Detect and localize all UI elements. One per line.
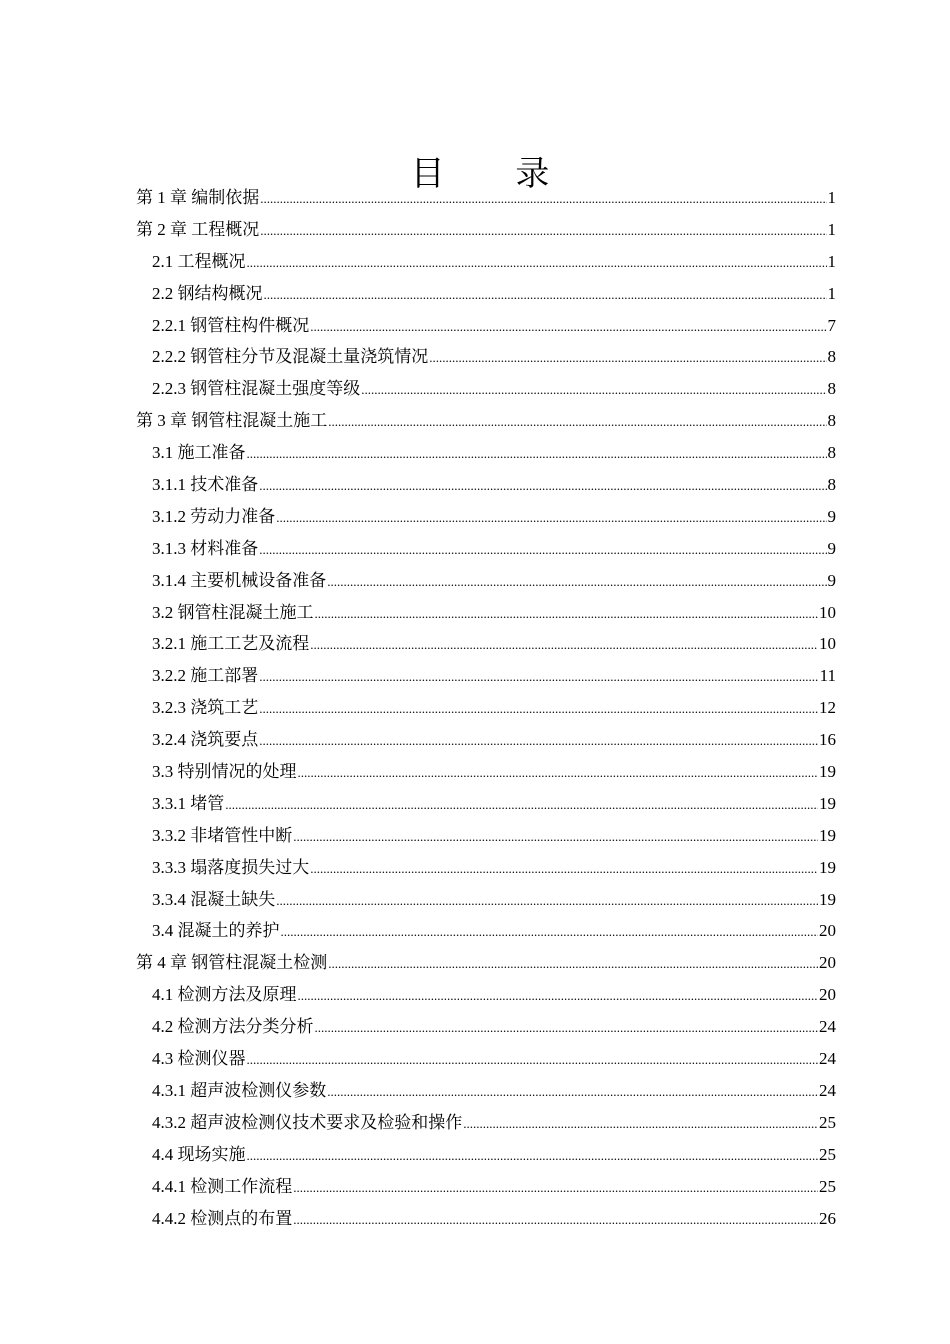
toc-leader-dots bbox=[276, 502, 826, 533]
toc-entry-page-number: 25 bbox=[819, 1176, 836, 1196]
toc-entry[interactable] bbox=[136, 405, 836, 437]
toc-leader-dots bbox=[259, 725, 818, 756]
toc-leader-dots bbox=[327, 566, 826, 597]
toc-entry-page-number: 1 bbox=[827, 251, 836, 271]
toc-entry-label: 4.2 检测方法分类分析 bbox=[152, 1017, 314, 1037]
toc-entry[interactable] bbox=[136, 852, 836, 884]
toc-entry[interactable] bbox=[136, 1011, 836, 1043]
toc-entry-label: 3.3.2 非堵管性中断 bbox=[152, 825, 293, 845]
toc-entry-page-number: 20 bbox=[819, 921, 836, 941]
toc-entry-page-number: 1 bbox=[827, 219, 836, 239]
toc-leader-dots bbox=[293, 1172, 818, 1203]
toc-leader-dots bbox=[247, 1140, 819, 1171]
toc-entry-page-number: 10 bbox=[819, 602, 836, 622]
toc-entry[interactable] bbox=[136, 278, 836, 310]
toc-entry-label: 3.2.3 浇筑工艺 bbox=[152, 698, 259, 718]
toc-entry[interactable] bbox=[136, 214, 836, 246]
toc-entry-page-number: 8 bbox=[827, 379, 836, 399]
toc-leader-dots bbox=[247, 247, 827, 278]
toc-entry[interactable] bbox=[136, 979, 836, 1011]
toc-entry[interactable] bbox=[136, 246, 836, 278]
toc-entry[interactable] bbox=[136, 947, 836, 979]
toc-leader-dots bbox=[315, 598, 819, 629]
toc-entry-label: 3.4 混凝土的养护 bbox=[152, 921, 280, 941]
toc-entry-label: 4.4.1 检测工作流程 bbox=[152, 1176, 293, 1196]
toc-leader-dots bbox=[310, 853, 818, 884]
toc-leader-dots bbox=[298, 980, 819, 1011]
toc-entry[interactable] bbox=[136, 1171, 836, 1203]
toc-entry-label: 2.2.3 钢管柱混凝土强度等级 bbox=[152, 379, 361, 399]
toc-leader-dots bbox=[310, 311, 826, 342]
toc-leader-dots bbox=[463, 1108, 818, 1139]
toc-entry-label: 第 1 章 编制依据 bbox=[136, 188, 260, 207]
toc-leader-dots bbox=[293, 1204, 818, 1235]
toc-entry-page-number: 26 bbox=[819, 1208, 836, 1228]
toc-entry-label: 2.1 工程概况 bbox=[152, 251, 246, 271]
toc-entry-label: 3.2 钢管柱混凝土施工 bbox=[152, 602, 314, 622]
toc-entry-page-number: 9 bbox=[827, 570, 836, 590]
toc-leader-dots bbox=[264, 279, 827, 310]
toc-entry-label: 3.1.4 主要机械设备准备 bbox=[152, 570, 327, 590]
toc-entry-label: 第 3 章 钢管柱混凝土施工 bbox=[136, 411, 328, 431]
toc-leader-dots bbox=[298, 757, 819, 788]
toc-entry-page-number: 19 bbox=[819, 825, 836, 845]
toc-entry-label: 3.1 施工准备 bbox=[152, 443, 246, 463]
toc-entry[interactable] bbox=[136, 915, 836, 947]
toc-entry[interactable] bbox=[136, 469, 836, 501]
toc-leader-dots bbox=[281, 916, 819, 947]
toc-leader-dots bbox=[259, 470, 826, 501]
toc-entry[interactable] bbox=[136, 373, 836, 405]
toc-leader-dots bbox=[247, 1044, 819, 1075]
toc-leader-dots bbox=[259, 661, 818, 692]
toc-entry-label: 3.3.1 堵管 bbox=[152, 793, 225, 813]
toc-entry[interactable] bbox=[136, 884, 836, 916]
toc-leader-dots bbox=[293, 821, 818, 852]
toc-entry[interactable] bbox=[136, 756, 836, 788]
toc-entry[interactable] bbox=[136, 501, 836, 533]
toc-entry-label: 4.3.2 超声波检测仪技术要求及检验和操作 bbox=[152, 1112, 463, 1132]
toc-leader-dots bbox=[328, 406, 826, 437]
toc-entry-page-number: 10 bbox=[819, 634, 836, 654]
toc-entry-page-number: 24 bbox=[819, 1049, 836, 1069]
toc-entry-label: 2.2 钢结构概况 bbox=[152, 283, 263, 303]
toc-entry-label: 3.3.3 塌落度损失过大 bbox=[152, 857, 310, 877]
toc-entry-page-number: 24 bbox=[819, 1017, 836, 1037]
toc-entry-label: 3.2.4 浇筑要点 bbox=[152, 730, 259, 750]
toc-entry[interactable] bbox=[136, 660, 836, 692]
toc-entry[interactable] bbox=[136, 597, 836, 629]
toc-entry-page-number: 8 bbox=[827, 347, 836, 367]
toc-entry-label: 4.1 检测方法及原理 bbox=[152, 985, 297, 1005]
toc-entry-page-number: 19 bbox=[819, 857, 836, 877]
toc-entry-page-number: 25 bbox=[819, 1112, 836, 1132]
toc-leader-dots bbox=[259, 693, 818, 724]
toc-leader-dots bbox=[276, 885, 818, 916]
toc-entry-label: 3.1.3 材料准备 bbox=[152, 538, 259, 558]
page-title: 目 录 bbox=[410, 153, 580, 194]
toc-entry[interactable] bbox=[136, 1075, 836, 1107]
toc-entry[interactable] bbox=[136, 788, 836, 820]
toc-entry[interactable] bbox=[136, 533, 836, 565]
toc-entry-label: 2.2.2 钢管柱分节及混凝土量浇筑情况 bbox=[152, 347, 429, 367]
toc-leader-dots bbox=[259, 534, 826, 565]
toc-entry[interactable] bbox=[136, 1139, 836, 1171]
toc-entry-label: 3.2.2 施工部署 bbox=[152, 666, 259, 686]
toc-entry-page-number: 8 bbox=[827, 443, 836, 463]
toc-entry[interactable] bbox=[136, 628, 836, 660]
toc-entry[interactable] bbox=[136, 1203, 836, 1235]
toc-leader-dots bbox=[310, 629, 818, 660]
toc-entry-label: 3.3.4 混凝土缺失 bbox=[152, 889, 276, 909]
toc-entry-label: 3.2.1 施工工艺及流程 bbox=[152, 634, 310, 654]
toc-entry-page-number: 24 bbox=[819, 1080, 836, 1100]
toc-entry-page-number: 20 bbox=[819, 985, 836, 1005]
toc-entry-page-number: 9 bbox=[827, 538, 836, 558]
toc-entry-label: 3.1.1 技术准备 bbox=[152, 475, 259, 495]
toc-entry-page-number: 9 bbox=[827, 506, 836, 526]
toc-leader-dots bbox=[225, 789, 818, 820]
toc-entry-label: 3.3 特别情况的处理 bbox=[152, 762, 297, 782]
toc-entry-page-number: 19 bbox=[819, 762, 836, 782]
toc-entry-page-number: 7 bbox=[827, 315, 836, 335]
toc-entry-label: 4.3 检测仪器 bbox=[152, 1049, 246, 1069]
toc-entry-page-number: 12 bbox=[819, 698, 836, 718]
toc-entry-label: 3.1.2 劳动力准备 bbox=[152, 506, 276, 526]
toc-entry-label: 4.3.1 超声波检测仪参数 bbox=[152, 1080, 327, 1100]
toc-entry-page-number: 8 bbox=[827, 411, 836, 431]
toc-entry-label: 第 2 章 工程概况 bbox=[136, 219, 260, 239]
toc-entry-label: 第 4 章 钢管柱混凝土检测 bbox=[136, 953, 328, 973]
toc-leader-dots bbox=[361, 374, 826, 405]
toc-entry[interactable] bbox=[136, 1107, 836, 1139]
toc-entry-label: 4.4.2 检测点的布置 bbox=[152, 1208, 293, 1228]
toc-entry[interactable] bbox=[136, 724, 836, 756]
toc-leader-dots bbox=[315, 1012, 819, 1043]
toc-entry-label: 4.4 现场实施 bbox=[152, 1144, 246, 1164]
toc-entry-page-number: 20 bbox=[819, 953, 836, 973]
toc-entry-page-number: 25 bbox=[819, 1144, 836, 1164]
toc-leader-dots bbox=[260, 183, 826, 214]
toc-entry-page-number: 16 bbox=[819, 730, 836, 750]
toc-leader-dots bbox=[247, 438, 827, 469]
toc-entry[interactable] bbox=[136, 565, 836, 597]
toc-entry-page-number: 19 bbox=[819, 793, 836, 813]
toc-entry-page-number: 1 bbox=[827, 283, 836, 303]
toc-entry-page-number: 8 bbox=[827, 475, 836, 495]
toc-leader-dots bbox=[260, 215, 826, 246]
table-of-contents bbox=[136, 182, 836, 1234]
toc-entry-page-number: 11 bbox=[819, 666, 836, 686]
toc-entry[interactable] bbox=[136, 341, 836, 373]
toc-entry[interactable] bbox=[136, 310, 836, 342]
toc-entry[interactable] bbox=[136, 437, 836, 469]
toc-leader-dots bbox=[328, 948, 818, 979]
toc-entry-label: 2.2.1 钢管柱构件概况 bbox=[152, 315, 310, 335]
toc-leader-dots bbox=[327, 1076, 818, 1107]
toc-entry[interactable] bbox=[136, 182, 836, 214]
toc-entry[interactable] bbox=[136, 820, 836, 852]
toc-entry[interactable] bbox=[136, 692, 836, 724]
toc-entry[interactable] bbox=[136, 1043, 836, 1075]
toc-leader-dots bbox=[429, 342, 826, 373]
toc-entry-page-number: 1 bbox=[827, 188, 836, 207]
toc-entry-page-number: 19 bbox=[819, 889, 836, 909]
